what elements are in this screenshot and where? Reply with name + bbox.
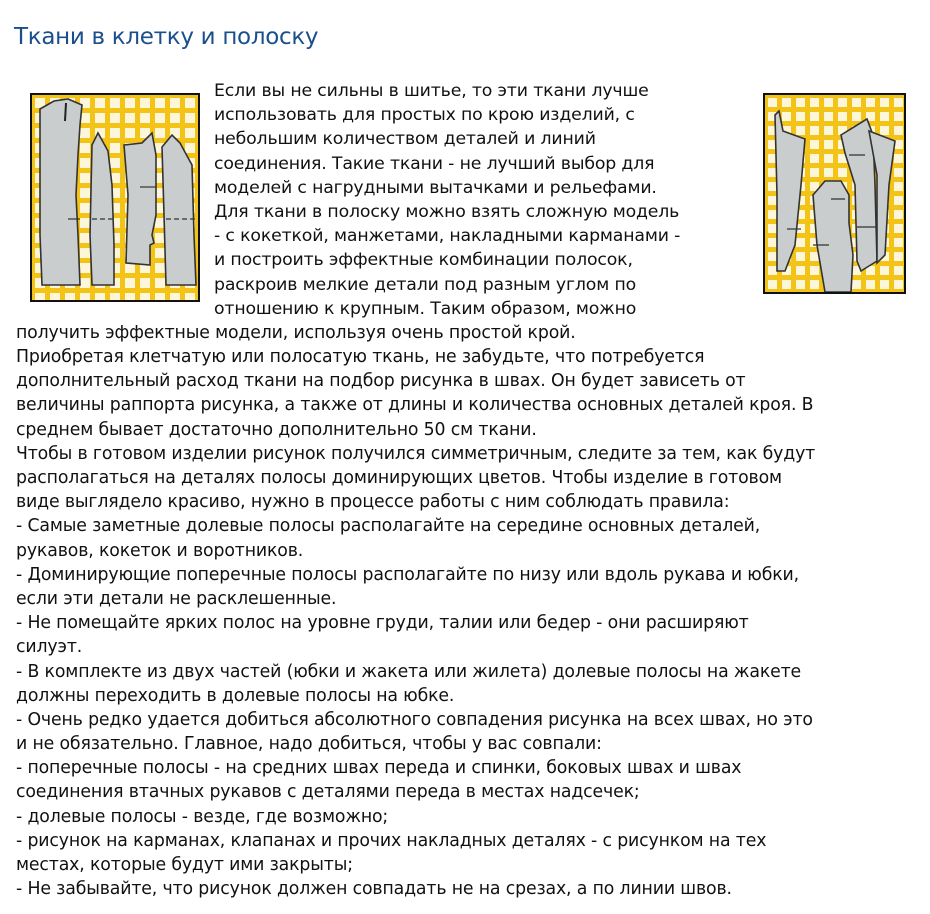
- text-line: величины раппорта рисунка, а также от длины и количества основных деталей кроя. В: [16, 395, 814, 416]
- text-line: соединения. Такие ткани - не лучший выбор для: [214, 153, 655, 174]
- list-item: - Самые заметные долевые полосы располагайте на середине основных деталей,: [16, 516, 761, 537]
- list-item: - В комплекте из двух частей (юбки и жакета или жилета) долевые полосы на жакете: [16, 661, 802, 682]
- list-item: - Не помещайте ярких полос на уровне груди, талии или бедер - они расширяют: [16, 613, 749, 634]
- text-line: использовать для простых по крою изделий, с: [214, 105, 635, 126]
- list-item: - Доминирующие поперечные полосы располагайте по низу или вдоль рукава и юбки,: [16, 564, 800, 585]
- text-line: получить эффектные модели, используя очень простой крой.: [16, 322, 576, 343]
- text-line: Если вы не сильны в шитье, то эти ткани лучше: [214, 81, 649, 101]
- text-line: виде выглядело красиво, нужно в процессе работы с ним соблюдать правила:: [16, 492, 730, 513]
- text-line: раскроив мелкие детали под разным углом по: [214, 274, 637, 295]
- list-item-continued: и не обязательно. Главное, надо добиться, чтобы у вас совпали:: [16, 734, 602, 755]
- article-title: Ткани в клетку и полоску: [14, 24, 319, 50]
- list-item: - рисунок на карманах, клапанах и прочих накладных деталях - с рисунком на тех: [16, 830, 767, 851]
- text-line: Приобретая клетчатую или полосатую ткань, не забудьте, что потребуется: [16, 347, 705, 368]
- text-line: - с кокеткой, манжетами, накладными карманами -: [214, 226, 681, 247]
- text-line: располагаться на деталях полосы доминирующих цветов. Чтобы изделие в готовом: [16, 468, 782, 488]
- list-item: - Не забывайте, что рисунок должен совпадать не на срезах, а по линии швов.: [16, 879, 732, 900]
- list-item-continued: соединения втачных рукавов с деталями переда в местах надсечек;: [16, 782, 640, 803]
- text-line: среднем бывает достаточно дополнительно 50 см ткани.: [16, 419, 537, 440]
- text-line: и построить эффектные комбинации полосок,: [214, 250, 633, 271]
- text-line: Чтобы в готовом изделии рисунок получился симметричным, следите за тем, как будут: [16, 443, 816, 464]
- list-item: - Очень редко удается добиться абсолютного совпадения рисунка на всех швах, но это: [16, 709, 813, 730]
- list-item: - поперечные полосы - на средних швах переда и спинки, боковых швах и швах: [16, 758, 742, 779]
- text-line: отношению к крупным. Таким образом, можно: [214, 298, 637, 319]
- text-line: моделей с нагрудными вытачками и рельефами.: [214, 177, 657, 198]
- list-item-continued: если эти детали не расклешенные.: [16, 588, 337, 609]
- text-line: дополнительный расход ткани на подбор рисунка в швах. Он будет зависеть от: [16, 371, 746, 392]
- text-line: небольшим количеством деталей и линий: [214, 129, 596, 150]
- text-line: Для ткани в полоску можно взять сложную модель: [214, 201, 680, 222]
- article-body: [0, 79, 930, 901]
- list-item-continued: рукавов, кокеток и воротников.: [16, 540, 304, 561]
- list-item: - долевые полосы - везде, где возможно;: [16, 806, 389, 827]
- list-item-continued: должны переходить в долевые полосы на юбке.: [16, 685, 455, 706]
- list-item-continued: местах, которые будут ими закрыты;: [16, 855, 353, 875]
- list-item-continued: силуэт.: [16, 637, 83, 658]
